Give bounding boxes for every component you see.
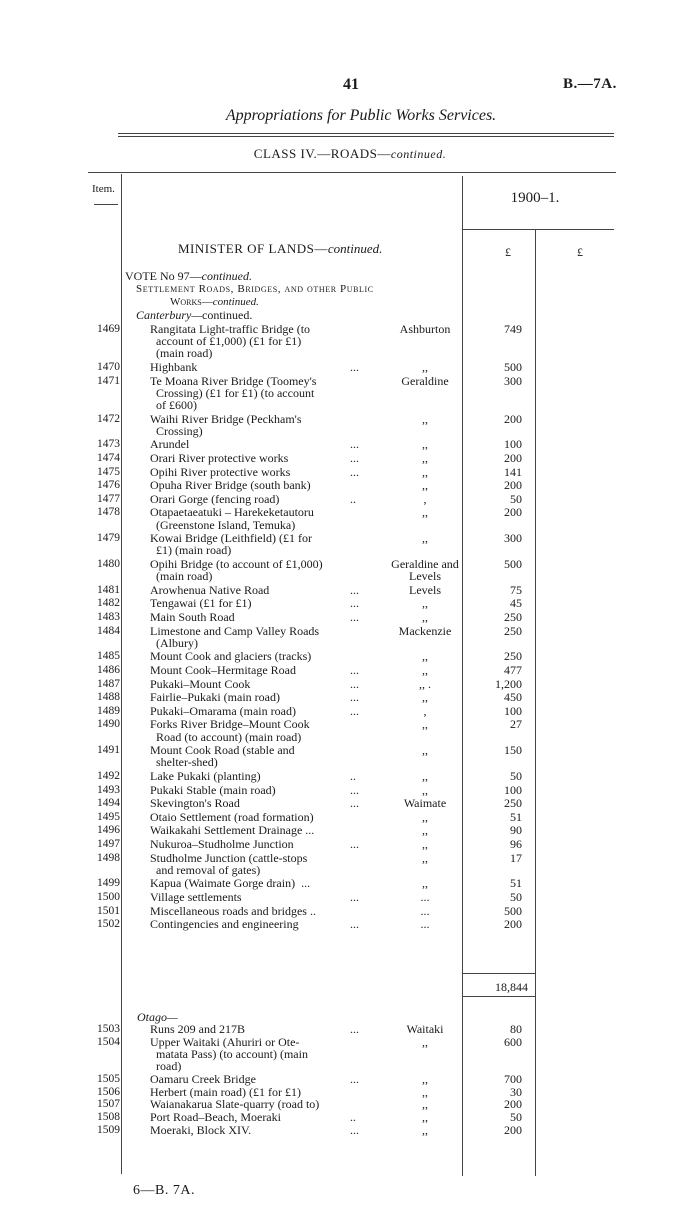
item-number: 1502 <box>97 918 120 931</box>
item-location: ,, <box>422 769 428 783</box>
item-number: 1490 <box>97 718 120 731</box>
item-amount: 45 <box>510 596 522 611</box>
item-location: ,, <box>422 451 428 465</box>
canterbury-heading-main: Canterbury— <box>136 308 202 322</box>
item-number: 1492 <box>97 770 120 782</box>
item-location: ,, <box>422 478 428 493</box>
item-description: Waikakahi Settlement Drainage ... <box>150 823 315 838</box>
item-number: 1491 <box>97 744 120 757</box>
item-location: Geraldine and Levels <box>391 557 459 583</box>
item-location: ,, <box>422 1122 428 1137</box>
currency-symbol-amount: £ <box>505 245 511 259</box>
item-number: 1503 <box>97 1023 120 1035</box>
item-number: 1479 <box>97 532 120 545</box>
minister-heading <box>178 241 382 257</box>
item-location: ,, <box>422 837 428 851</box>
item-location: ,, . <box>419 676 431 691</box>
subtotal-rule-top <box>462 973 535 974</box>
item-description: Miscellaneous roads and bridges .. <box>150 903 316 918</box>
item-description: Kowai Bridge (Leithfield) (£1 for £1) (main road) <box>150 531 312 558</box>
subtotal-rule-bottom <box>462 996 535 997</box>
item-number: 1500 <box>97 891 120 903</box>
item-description: Otaio Settlement (road formation) <box>150 809 314 824</box>
item-number: 1477 <box>97 492 120 505</box>
item-location: ... <box>420 903 430 918</box>
item-description: Kapua (Waimate Gorge drain) ... <box>150 876 311 891</box>
item-number: 1494 <box>97 797 120 810</box>
class-heading <box>0 146 700 162</box>
item-description: Skevington's Road <box>150 796 240 811</box>
item-location: Waitaki <box>406 1022 444 1036</box>
item-number: 1506 <box>97 1085 120 1098</box>
item-number: 1488 <box>97 691 120 704</box>
item-amount: 250 <box>504 623 522 638</box>
item-description: Village settlements <box>150 890 242 904</box>
item-amount: 75 <box>510 582 522 597</box>
canterbury-subtotal: 18,844 <box>495 980 528 994</box>
item-header-underline <box>94 204 118 205</box>
item-number: 1475 <box>97 465 120 478</box>
leader-dots: ... <box>350 796 359 811</box>
item-number: 1472 <box>97 412 120 425</box>
item-description: Otapaetaeatuki – Harekeketautoru (Greenstone Island, Temuka) <box>150 505 314 532</box>
item-number: 1484 <box>97 624 120 637</box>
item-amount: 51 <box>510 876 522 891</box>
item-amount: 200 <box>504 411 522 426</box>
item-amount: 50 <box>510 769 522 783</box>
item-number: 1498 <box>97 851 120 864</box>
item-description: Studholme Junction (cattle-stops and removal of gates) <box>150 850 308 877</box>
leader-dots: ... <box>350 360 359 374</box>
item-amount: 30 <box>510 1084 522 1099</box>
item-location: Ashburton <box>399 322 451 336</box>
item-location: ,, <box>422 717 428 732</box>
item-amount: 450 <box>504 690 522 705</box>
item-description: Pukaki–Omarama (main road) <box>150 703 296 718</box>
item-location: ,, <box>422 1097 428 1112</box>
item-description: Fairlie–Pukaki (main road) <box>150 690 280 705</box>
item-amount: 500 <box>504 557 522 571</box>
item-amount: 250 <box>504 649 522 664</box>
item-amount: 250 <box>504 610 522 624</box>
item-amount: 1,200 <box>495 676 522 691</box>
item-description: Oamaru Creek Bridge <box>150 1072 256 1086</box>
item-description: Tengawai (£1 for £1) <box>150 596 252 611</box>
item-description: Lake Pukaki (planting) <box>150 769 261 783</box>
item-number: 1489 <box>97 704 120 717</box>
item-amount: 477 <box>504 663 522 677</box>
leader-dots: ... <box>350 917 359 932</box>
canterbury-heading-continued: continued. <box>202 308 253 322</box>
settlement-heading-line1: Settlement Roads, Bridges, and other Public <box>136 283 374 295</box>
item-amount: 100 <box>504 782 522 797</box>
item-description: Rangitata Light-traffic Bridge (to account of £1,000) (£1 for £1) (main road) <box>150 322 311 361</box>
item-location: ,, <box>422 464 428 479</box>
item-description: Highbank <box>150 360 198 374</box>
leader-dots: ... <box>350 464 359 479</box>
item-number: 1482 <box>97 597 120 610</box>
item-location: ... <box>420 917 430 932</box>
item-location: , <box>423 491 427 506</box>
vote-heading-continued: continued. <box>201 269 252 283</box>
item-location: ,, <box>422 782 428 797</box>
item-location: ,, <box>422 876 428 891</box>
leader-dots: ... <box>350 782 359 797</box>
leader-dots: .. <box>350 491 356 506</box>
item-number: 1499 <box>97 877 120 890</box>
item-description: Arowhenua Native Road <box>150 582 270 597</box>
item-description: Te Moana River Bridge (Toomey's Crossing) (£1 for £1) (to account of £600) <box>150 373 317 412</box>
item-description: Waihi River Bridge (Peckham's Crossing) <box>150 411 302 438</box>
class-heading-continued: continued. <box>390 147 447 161</box>
leader-dots: ... <box>350 690 359 705</box>
item-amount: 500 <box>504 360 522 374</box>
item-location: ,, <box>422 437 428 452</box>
item-number: 1473 <box>97 438 120 451</box>
item-amount: 200 <box>504 917 522 932</box>
item-amount: 200 <box>504 1122 522 1137</box>
vote-heading-main: VOTE No 97— <box>125 269 202 283</box>
leader-dots: ... <box>350 1022 359 1036</box>
item-number: 1485 <box>97 650 120 663</box>
leader-dots: ... <box>350 837 359 851</box>
item-location: ,, <box>422 360 428 374</box>
item-number: 1480 <box>97 558 120 570</box>
item-description: Arundel <box>150 437 190 452</box>
page-number: 41 <box>343 76 359 93</box>
item-number: 1476 <box>97 479 120 492</box>
item-number: 1497 <box>97 838 120 850</box>
item-number: 1470 <box>97 361 120 373</box>
item-location: , <box>423 703 427 718</box>
item-amount: 27 <box>510 717 522 732</box>
item-location: ,, <box>422 1072 428 1086</box>
item-number: 1474 <box>97 452 120 464</box>
item-location: ,, <box>422 1034 428 1049</box>
currency-symbol-total: £ <box>577 245 583 259</box>
item-description: Opihi River protective works <box>150 464 291 479</box>
item-amount: 300 <box>504 531 522 546</box>
rule-table-top <box>88 172 616 173</box>
item-description: Upper Waitaki (Ahuriri or Ote- matata Pass) (to account) (main road) <box>150 1034 308 1074</box>
leader-dots: ... <box>350 1072 359 1086</box>
total-column-rule <box>535 230 536 1176</box>
item-number: 1508 <box>97 1111 120 1124</box>
minister-heading-continued: continued. <box>327 241 383 256</box>
canterbury-heading <box>136 309 252 321</box>
item-amount: 50 <box>510 890 522 904</box>
item-amount: 200 <box>504 451 522 465</box>
settlement-heading-line2 <box>170 296 259 308</box>
item-amount: 600 <box>504 1034 522 1049</box>
item-location: ,, <box>422 1110 428 1125</box>
settlement-heading-line2-continued: continued. <box>212 296 259 308</box>
leader-dots: ... <box>350 582 359 597</box>
item-description: Pukaki–Mount Cook <box>150 676 251 691</box>
item-amount: 90 <box>510 823 522 838</box>
item-number: 1481 <box>97 583 120 596</box>
item-number: 1495 <box>97 810 120 823</box>
item-number: 1478 <box>97 506 120 519</box>
item-description: Main South Road <box>150 610 235 624</box>
item-location: ,, <box>422 850 428 865</box>
item-description: Opuha River Bridge (south bank) <box>150 478 311 493</box>
rule-top-1 <box>118 133 614 134</box>
page-footer: 6—B. 7A. <box>133 1183 195 1198</box>
page-title: Appropriations for Public Works Services. <box>225 107 497 124</box>
item-amount: 500 <box>504 903 522 918</box>
item-description: Waianakarua Slate-quarry (road to) <box>150 1097 320 1112</box>
item-description: Opihi Bridge (to account of £1,000) (main road) <box>150 557 323 584</box>
leader-dots: ... <box>350 610 359 624</box>
vote-heading <box>125 270 252 282</box>
item-amount: 700 <box>504 1072 522 1086</box>
otago-heading-label: Otago— <box>137 1010 178 1024</box>
leader-dots: ... <box>350 663 359 677</box>
minister-heading-main: MINISTER OF LANDS— <box>178 241 328 256</box>
item-location: Levels <box>409 582 441 597</box>
item-description: Port Road–Beach, Moeraki <box>150 1110 281 1125</box>
leader-dots: ... <box>350 676 359 691</box>
item-description: Nukuroa–Studholme Junction <box>150 837 294 851</box>
item-number: 1487 <box>97 677 120 690</box>
item-amount: 51 <box>510 809 522 824</box>
item-description: Limestone and Camp Valley Roads (Albury) <box>150 623 320 650</box>
document-reference: B.—7A. <box>563 76 617 92</box>
item-location: ,, <box>422 809 428 824</box>
item-location: ,, <box>422 743 428 758</box>
item-description: Moeraki, Block XIV. <box>150 1122 252 1137</box>
item-amount: 749 <box>504 322 522 336</box>
item-location: ,, <box>422 663 428 677</box>
item-amount: 141 <box>504 464 522 479</box>
item-number: 1471 <box>97 374 120 387</box>
item-amount: 150 <box>504 743 522 758</box>
item-amount: 80 <box>510 1022 522 1036</box>
leader-dots: ... <box>350 451 359 465</box>
item-amount: 200 <box>504 1097 522 1112</box>
item-location: ,, <box>422 1084 428 1099</box>
leader-dots: .. <box>350 769 356 783</box>
item-description: Contingencies and engineering <box>150 917 299 932</box>
item-number: 1486 <box>97 664 120 676</box>
item-number: 1505 <box>97 1073 120 1085</box>
item-description: Herbert (main road) (£1 for £1) <box>150 1084 301 1099</box>
item-amount: 250 <box>504 796 522 811</box>
item-description: Runs 209 and 217B <box>150 1022 246 1036</box>
leader-dots: ... <box>350 1122 359 1137</box>
item-location: Waimate <box>403 796 447 811</box>
item-amount: 50 <box>510 491 522 506</box>
item-location: ,, <box>422 411 428 426</box>
rule-top-2 <box>118 136 614 137</box>
item-description: Orari River protective works <box>150 451 289 465</box>
class-heading-main: CLASS IV.—ROADS— <box>253 146 391 161</box>
item-description: Orari Gorge (fencing road) <box>150 491 280 506</box>
item-location: ,, <box>422 505 428 520</box>
item-location: Geraldine <box>401 373 449 388</box>
settlement-heading-line2-main: Works— <box>170 296 213 308</box>
item-location: ,, <box>422 610 428 624</box>
item-location: ,, <box>422 649 428 664</box>
item-amount: 100 <box>504 437 522 452</box>
item-number: 1469 <box>97 323 120 335</box>
item-number: 1483 <box>97 611 120 623</box>
item-column-header: Item. <box>92 183 115 195</box>
item-location: ,, <box>422 823 428 838</box>
item-amount: 300 <box>504 373 522 388</box>
item-number: 1507 <box>97 1098 120 1111</box>
item-location: ,, <box>422 531 428 546</box>
item-location: ... <box>420 890 430 904</box>
item-amount: 100 <box>504 703 522 718</box>
item-amount: 50 <box>510 1110 522 1125</box>
item-location: Mackenzie <box>398 623 452 638</box>
item-description: Pukaki Stable (main road) <box>150 782 276 797</box>
item-description: Forks River Bridge–Mount Cook Road (to account) (main road) <box>150 717 310 744</box>
item-description: Mount Cook and glaciers (tracks) <box>150 649 312 664</box>
year-header-rule <box>462 229 614 230</box>
leader-dots: ... <box>350 596 359 611</box>
item-description: Mount Cook–Hermitage Road <box>150 663 296 677</box>
leader-dots: ... <box>350 890 359 904</box>
item-location: ,, <box>422 596 428 611</box>
item-amount: 96 <box>510 837 522 851</box>
item-column-rule <box>121 174 122 1174</box>
leader-dots: .. <box>350 1110 356 1125</box>
item-location: ,, <box>422 690 428 705</box>
item-number: 1509 <box>97 1123 120 1136</box>
item-number: 1504 <box>97 1035 120 1048</box>
leader-dots: ... <box>350 437 359 452</box>
item-number: 1496 <box>97 824 120 837</box>
item-amount: 17 <box>510 850 522 865</box>
item-number: 1493 <box>97 783 120 796</box>
item-amount: 200 <box>504 478 522 493</box>
leader-dots: ... <box>350 703 359 718</box>
item-number: 1501 <box>97 904 120 917</box>
item-amount: 200 <box>504 505 522 520</box>
year-column-header: 1900–1. <box>510 190 560 206</box>
item-description: Mount Cook Road (stable and shelter-shed) <box>150 743 295 770</box>
